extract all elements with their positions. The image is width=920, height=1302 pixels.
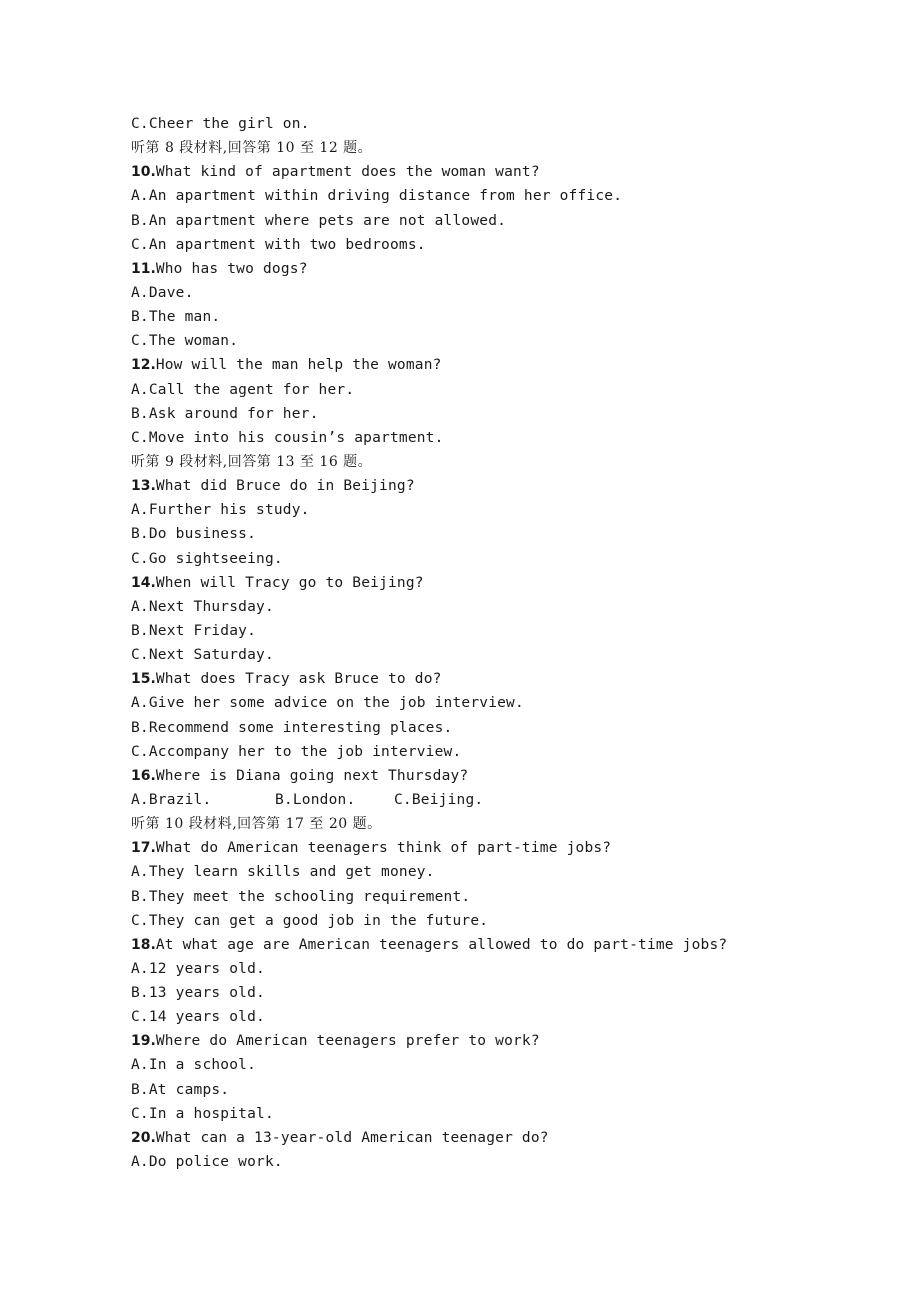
answer-option: A.Do police work.	[131, 1154, 283, 1171]
question-number: 13.	[131, 478, 156, 495]
answer-option: A.An apartment within driving distance from her office.	[131, 188, 623, 205]
option-b: B.London.	[275, 791, 356, 808]
inline-options	[131, 788, 831, 812]
section-heading: 听第 9 段材料,回答第 13 至 16 题。	[131, 453, 373, 470]
answer-option: C.Cheer the girl on.	[131, 116, 310, 132]
answer-option: A.In a school.	[131, 1057, 257, 1074]
question-number: 19.	[131, 1033, 156, 1050]
answer-option: A.Dave.	[131, 284, 194, 301]
answer-option: A.Further his study.	[131, 502, 310, 519]
question-text: When will Tracy go to Beijing?	[155, 574, 424, 591]
question	[131, 1029, 831, 1053]
answer-option: C.Next Saturday.	[131, 647, 274, 664]
question	[131, 257, 831, 281]
section-heading: 听第 10 段材料,回答第 17 至 20 题。	[131, 816, 382, 833]
question-text: What can a 13-year-old American teenager do?	[155, 1129, 549, 1146]
question-text: How will the man help the woman?	[155, 357, 442, 374]
answer-option: A.12 years old.	[131, 960, 265, 977]
question-number: 12.	[131, 357, 156, 374]
question	[131, 571, 831, 595]
answer-option: C.An apartment with two bedrooms.	[131, 236, 426, 253]
question-text: Where is Diana going next Thursday?	[155, 767, 469, 784]
section-heading: 听第 8 段材料,回答第 10 至 12 题。	[131, 140, 373, 157]
answer-option: C.Accompany her to the job interview.	[131, 743, 462, 760]
question-number: 16.	[131, 767, 156, 784]
question-text: What did Bruce do in Beijing?	[155, 478, 415, 495]
answer-option: B.Next Friday.	[131, 622, 257, 639]
question	[131, 353, 831, 377]
question-number: 15.	[131, 671, 156, 688]
answer-option: B.Ask around for her.	[131, 405, 319, 422]
option-c: C.Beijing.	[394, 791, 484, 808]
question-text: At what age are American teenagers allowed to do part-time jobs?	[155, 936, 728, 953]
answer-option: C.They can get a good job in the future.	[131, 912, 489, 929]
answer-option: C.In a hospital.	[131, 1105, 274, 1122]
question-number: 11.	[131, 260, 156, 277]
answer-option: C.Go sightseeing.	[131, 550, 283, 567]
question-number: 18.	[131, 936, 156, 953]
question-number: 10.	[131, 164, 156, 181]
question	[131, 160, 831, 184]
answer-option: A.They learn skills and get money.	[131, 864, 435, 881]
question	[131, 933, 831, 957]
question-text: What do American teenagers think of part-time jobs?	[155, 840, 612, 857]
answer-option: B.Recommend some interesting places.	[131, 719, 453, 736]
answer-option: B.They meet the schooling requirement.	[131, 888, 471, 905]
answer-option: B.The man.	[131, 309, 221, 326]
question	[131, 1126, 831, 1150]
answer-option: C.The woman.	[131, 333, 239, 350]
answer-option: B.13 years old.	[131, 985, 265, 1002]
question-number: 20.	[131, 1129, 156, 1146]
answer-option: C.Move into his cousin’s apartment.	[131, 429, 444, 446]
question-number: 14.	[131, 574, 156, 591]
question-text: What does Tracy ask Bruce to do?	[155, 671, 442, 688]
question	[131, 667, 831, 691]
exam-page	[131, 112, 831, 1174]
answer-option: A.Call the agent for her.	[131, 381, 355, 398]
question	[131, 474, 831, 498]
answer-option: A.Give her some advice on the job interview.	[131, 695, 524, 712]
answer-option: B.Do business.	[131, 526, 257, 543]
question	[131, 764, 831, 788]
question-text: What kind of apartment does the woman want?	[155, 164, 540, 181]
answer-option: A.Next Thursday.	[131, 598, 274, 615]
answer-option: B.An apartment where pets are not allowed.	[131, 212, 507, 229]
option-a: A.Brazil.	[131, 791, 212, 808]
question-text: Who has two dogs?	[155, 260, 308, 277]
question	[131, 836, 831, 860]
answer-option: C.14 years old.	[131, 1009, 265, 1026]
question-number: 17.	[131, 840, 156, 857]
answer-option: B.At camps.	[131, 1081, 230, 1098]
question-text: Where do American teenagers prefer to work?	[155, 1033, 540, 1050]
